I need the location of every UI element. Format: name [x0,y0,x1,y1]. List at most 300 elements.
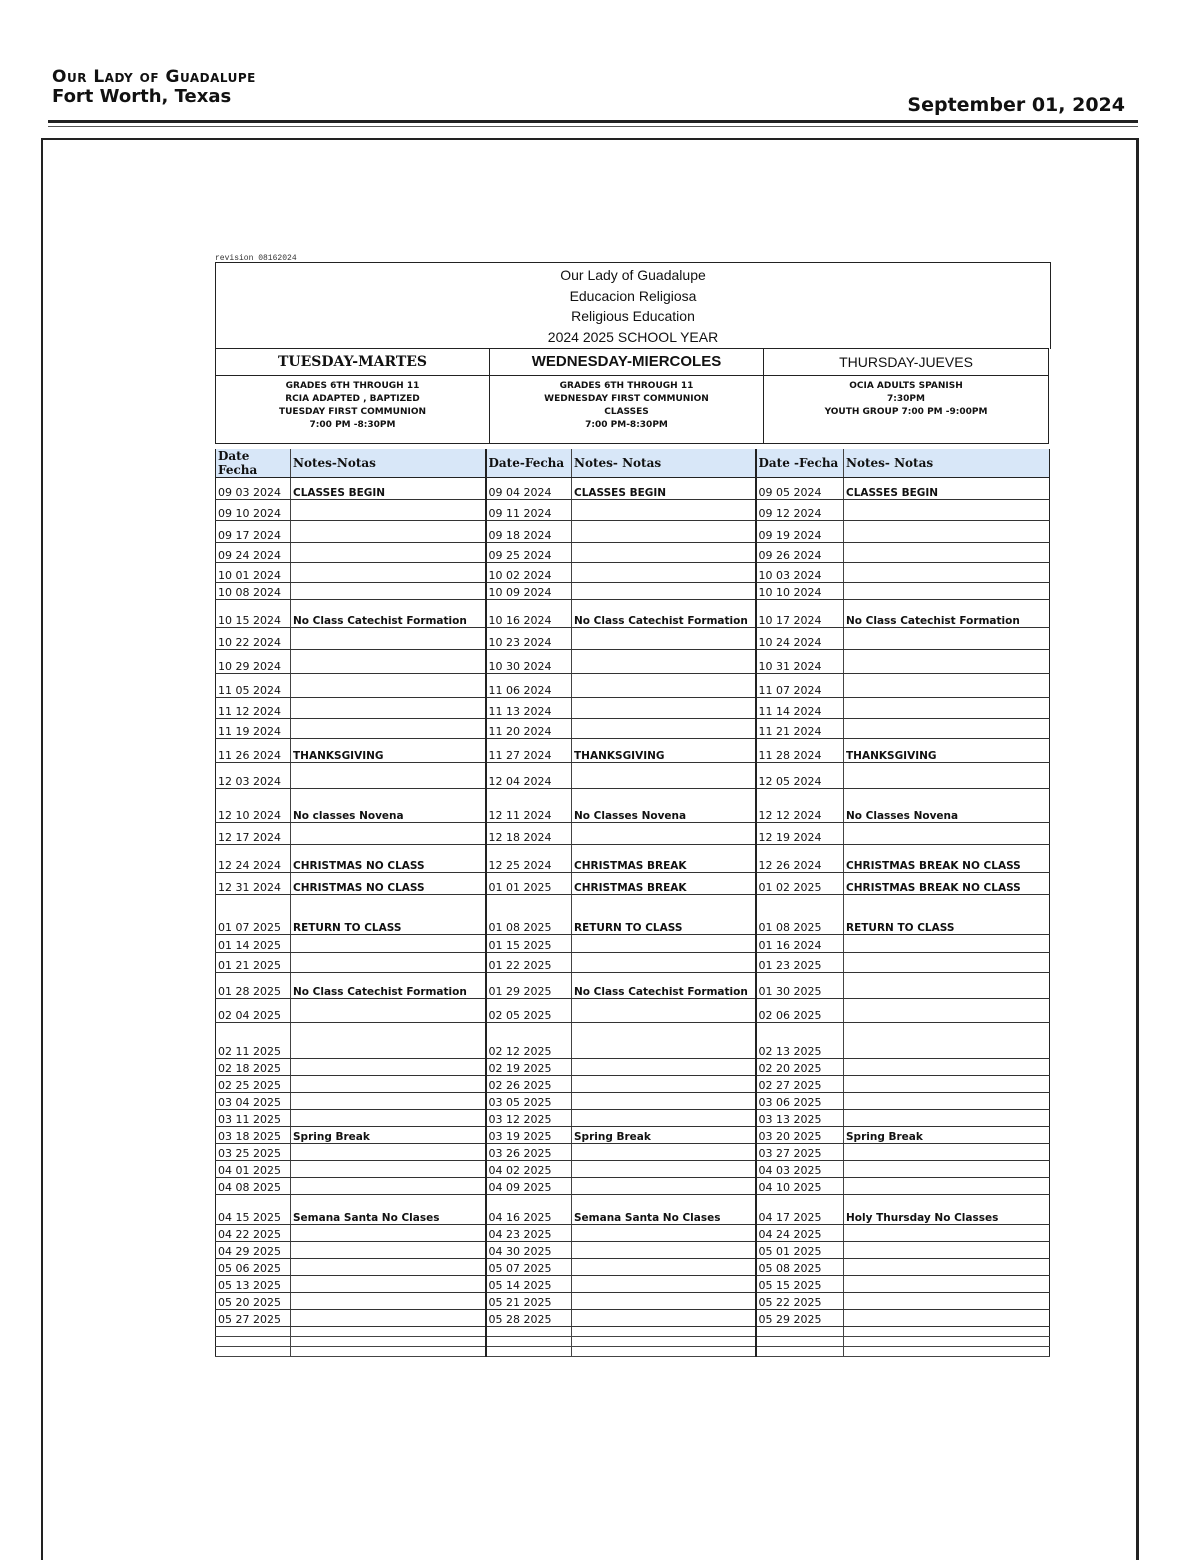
title-line: Religious Education [571,308,695,324]
note-cell: THANKSGIVING [291,739,486,763]
date-cell: 03 11 2025 [216,1110,291,1127]
table-header-row [216,449,1050,478]
note-cell [291,935,486,953]
note-cell [291,1259,486,1276]
date-cell: 02 18 2025 [216,1059,291,1076]
note-cell [572,1276,756,1293]
date-cell: 04 01 2025 [216,1161,291,1178]
note-cell: THANKSGIVING [844,739,1050,763]
info-line: CLASSES [604,407,649,417]
date-cell: 09 26 2024 [756,543,844,563]
date-cell: 05 15 2025 [756,1276,844,1293]
note-cell [844,583,1050,600]
note-cell [291,1161,486,1178]
date-cell: 03 20 2025 [756,1127,844,1144]
date-cell: 03 05 2025 [486,1093,572,1110]
date-cell: 10 15 2024 [216,600,291,628]
table-row [216,999,1050,1023]
table-row [216,563,1050,583]
note-cell [844,500,1050,521]
note-cell: No Class Catechist Formation [844,600,1050,628]
blank-cell [572,1337,756,1347]
table-row [216,973,1050,999]
date-cell: 01 16 2024 [756,935,844,953]
date-cell: 04 16 2025 [486,1195,572,1225]
note-cell [844,1076,1050,1093]
info-line: GRADES 6TH THROUGH 11 [285,381,420,391]
date-cell: 02 25 2025 [216,1076,291,1093]
date-cell: 10 31 2024 [756,650,844,674]
note-cell [844,1259,1050,1276]
note-cell: CHRISTMAS BREAK NO CLASS [844,873,1050,895]
date-cell: 03 19 2025 [486,1127,572,1144]
note-cell [844,823,1050,845]
note-cell [844,1178,1050,1195]
note-cell: No classes Novena [291,789,486,823]
note-cell [572,650,756,674]
date-cell: 03 04 2025 [216,1093,291,1110]
header-rule [48,120,1138,123]
date-cell: 05 20 2025 [216,1293,291,1310]
date-cell: 05 14 2025 [486,1276,572,1293]
note-cell [291,1110,486,1127]
note-cell [844,563,1050,583]
date-cell: 11 19 2024 [216,719,291,739]
table-row [216,674,1050,698]
note-cell [572,1293,756,1310]
blank-cell [291,1347,486,1357]
date-cell: 01 28 2025 [216,973,291,999]
date-cell: 05 21 2025 [486,1293,572,1310]
church-name: Our Lady of Guadalupe [52,67,256,87]
date-cell: 04 23 2025 [486,1225,572,1242]
note-cell [291,1178,486,1195]
table-row [216,478,1050,500]
date-cell: 03 18 2025 [216,1127,291,1144]
date-cell: 04 17 2025 [756,1195,844,1225]
day-info [216,376,489,432]
col-header-date: Date Fecha [216,449,291,478]
note-cell [844,1161,1050,1178]
note-cell: No Class Catechist Formation [291,600,486,628]
note-cell [291,1093,486,1110]
date-cell: 05 27 2025 [216,1310,291,1327]
note-cell [572,935,756,953]
note-cell: CHRISTMAS BREAK [572,873,756,895]
note-cell [291,650,486,674]
date-cell: 03 06 2025 [756,1093,844,1110]
note-cell [291,583,486,600]
note-cell: THANKSGIVING [572,739,756,763]
date-cell: 01 15 2025 [486,935,572,953]
note-cell [572,823,756,845]
date-cell: 01 22 2025 [486,953,572,973]
note-cell [844,953,1050,973]
note-cell [844,719,1050,739]
note-cell: No Class Catechist Formation [572,973,756,999]
note-cell [572,763,756,789]
note-cell [572,698,756,719]
note-cell [291,1225,486,1242]
note-cell [572,563,756,583]
date-cell: 12 10 2024 [216,789,291,823]
table-row [216,1161,1050,1178]
table-row [216,1276,1050,1293]
table-row [216,763,1050,789]
note-cell [572,1161,756,1178]
note-cell [291,1144,486,1161]
date-cell: 01 07 2025 [216,895,291,935]
table-row [216,521,1050,543]
blank-cell [756,1347,844,1357]
note-cell [572,999,756,1023]
note-cell [844,1242,1050,1259]
date-cell: 03 12 2025 [486,1110,572,1127]
note-cell: CHRISTMAS BREAK NO CLASS [844,845,1050,873]
date-cell: 12 11 2024 [486,789,572,823]
table-row [216,1225,1050,1242]
date-cell: 02 19 2025 [486,1059,572,1076]
note-cell: No Class Catechist Formation [291,973,486,999]
blank-cell [572,1327,756,1337]
note-cell [291,1076,486,1093]
date-cell: 12 05 2024 [756,763,844,789]
date-cell: 10 23 2024 [486,628,572,650]
date-cell: 01 01 2025 [486,873,572,895]
date-cell: 04 10 2025 [756,1178,844,1195]
info-line: GRADES 6TH THROUGH 11 [559,381,694,391]
date-cell: 12 18 2024 [486,823,572,845]
date-cell: 04 03 2025 [756,1161,844,1178]
church-city: Fort Worth, Texas [52,86,232,107]
date-cell: 03 25 2025 [216,1144,291,1161]
note-cell [844,763,1050,789]
date-cell: 04 15 2025 [216,1195,291,1225]
table-row [216,500,1050,521]
date-cell: 02 20 2025 [756,1059,844,1076]
col-header-notes: Notes- Notas [844,449,1050,478]
note-cell [291,698,486,719]
date-cell: 02 11 2025 [216,1023,291,1059]
date-cell: 02 27 2025 [756,1076,844,1093]
date-cell: 10 17 2024 [756,600,844,628]
note-cell: RETURN TO CLASS [291,895,486,935]
col-header-notes: Notes-Notas [291,449,486,478]
schedule-table [215,449,1050,1357]
note-cell [291,500,486,521]
note-cell [572,674,756,698]
schedule-sheet [211,252,1049,1434]
date-cell: 10 29 2024 [216,650,291,674]
table-row [216,789,1050,823]
date-cell: 02 13 2025 [756,1023,844,1059]
info-line: TUESDAY FIRST COMMUNION [278,407,427,417]
note-cell [291,521,486,543]
title-line: 2024 2025 SCHOOL YEAR [547,328,719,345]
date-cell: 01 30 2025 [756,973,844,999]
note-cell [844,628,1050,650]
table-row [216,1293,1050,1310]
table-row [216,1178,1050,1195]
note-cell [844,698,1050,719]
note-cell [844,1059,1050,1076]
table-row [216,583,1050,600]
note-cell [291,1023,486,1059]
table-row [216,845,1050,873]
blank-cell [844,1337,1050,1347]
blank-cell [486,1327,572,1337]
note-cell [572,719,756,739]
table-row [216,935,1050,953]
note-cell [844,1225,1050,1242]
note-cell [291,823,486,845]
col-header-date: Date-Fecha [486,449,572,478]
header-rule-thin [48,126,1138,127]
day-thursday [764,349,1048,443]
date-cell: 03 26 2025 [486,1144,572,1161]
table-row [216,1127,1050,1144]
date-cell: 09 04 2024 [486,478,572,500]
note-cell: No Classes Novena [572,789,756,823]
date-cell: 05 29 2025 [756,1310,844,1327]
date-cell: 10 03 2024 [756,563,844,583]
date-cell: 05 22 2025 [756,1293,844,1310]
date-cell: 11 06 2024 [486,674,572,698]
note-cell: CLASSES BEGIN [844,478,1050,500]
note-cell: Semana Santa No Clases [572,1195,756,1225]
table-row [216,543,1050,563]
note-cell: Semana Santa No Clases [291,1195,486,1225]
page-header [52,68,256,108]
note-cell [291,999,486,1023]
note-cell [291,953,486,973]
note-cell [291,543,486,563]
note-cell [572,583,756,600]
date-cell: 04 29 2025 [216,1242,291,1259]
table-row [216,873,1050,895]
date-cell: 05 01 2025 [756,1242,844,1259]
note-cell: Spring Break [572,1127,756,1144]
blank-cell [216,1347,291,1357]
date-cell: 11 20 2024 [486,719,572,739]
note-cell: Spring Break [844,1127,1050,1144]
note-cell: CHRISTMAS NO CLASS [291,845,486,873]
date-cell: 09 10 2024 [216,500,291,521]
note-cell [572,1242,756,1259]
note-cell [572,500,756,521]
table-row [216,739,1050,763]
note-cell [572,1076,756,1093]
date-cell: 12 24 2024 [216,845,291,873]
date-cell: 01 02 2025 [756,873,844,895]
date-cell: 02 04 2025 [216,999,291,1023]
note-cell: Holy Thursday No Classes [844,1195,1050,1225]
date-cell: 04 02 2025 [486,1161,572,1178]
note-cell [572,1110,756,1127]
blank-cell [756,1337,844,1347]
table-body [216,478,1050,1357]
note-cell [291,628,486,650]
info-line: 7:00 PM-8:30PM [585,420,668,430]
date-cell: 09 19 2024 [756,521,844,543]
title-line: Educacion Religiosa [569,287,697,304]
date-cell: 11 26 2024 [216,739,291,763]
table-row [216,1110,1050,1127]
blank-cell [844,1327,1050,1337]
note-cell [291,674,486,698]
note-cell [291,1310,486,1327]
table-row [216,823,1050,845]
date-cell: 04 30 2025 [486,1242,572,1259]
date-cell: 12 19 2024 [756,823,844,845]
revision-note: revision 08162024 [215,254,297,263]
table-row [216,1059,1050,1076]
note-cell [291,563,486,583]
date-cell: 11 14 2024 [756,698,844,719]
date-cell: 09 17 2024 [216,521,291,543]
table-row [216,1076,1050,1093]
date-cell: 02 12 2025 [486,1023,572,1059]
col-header-notes: Notes- Notas [572,449,756,478]
note-cell [844,674,1050,698]
info-line: YOUTH GROUP 7:00 PM -9:00PM [824,407,988,417]
note-cell [844,1144,1050,1161]
note-cell: CHRISTMAS NO CLASS [291,873,486,895]
info-line: RCIA ADAPTED , BAPTIZED [285,394,420,404]
date-cell: 10 24 2024 [756,628,844,650]
date-cell: 09 25 2024 [486,543,572,563]
date-cell: 01 08 2025 [486,895,572,935]
blank-cell [291,1337,486,1347]
date-cell: 12 25 2024 [486,845,572,873]
note-cell: No Class Catechist Formation [572,600,756,628]
table-row [216,650,1050,674]
date-cell: 01 14 2025 [216,935,291,953]
date-cell: 01 29 2025 [486,973,572,999]
note-cell [291,719,486,739]
date-cell: 09 18 2024 [486,521,572,543]
date-cell: 04 09 2025 [486,1178,572,1195]
note-cell [572,1310,756,1327]
date-cell: 02 06 2025 [756,999,844,1023]
note-cell [572,1059,756,1076]
date-cell: 10 16 2024 [486,600,572,628]
note-cell [572,1144,756,1161]
date-cell: 02 05 2025 [486,999,572,1023]
date-cell: 05 13 2025 [216,1276,291,1293]
date-cell: 05 07 2025 [486,1259,572,1276]
date-cell: 10 30 2024 [486,650,572,674]
date-cell: 12 03 2024 [216,763,291,789]
date-cell: 10 10 2024 [756,583,844,600]
date-cell: 01 08 2025 [756,895,844,935]
table-row [216,1144,1050,1161]
date-cell: 04 08 2025 [216,1178,291,1195]
note-cell [844,1276,1050,1293]
note-cell: RETURN TO CLASS [844,895,1050,935]
date-cell: 11 28 2024 [756,739,844,763]
date-cell: 04 22 2025 [216,1225,291,1242]
day-name: WEDNESDAY-MIERCOLES [490,349,763,376]
table-row [216,719,1050,739]
day-headers [215,348,1049,444]
note-cell [844,1023,1050,1059]
date-cell: 12 04 2024 [486,763,572,789]
blank-cell [291,1327,486,1337]
schedule-title-box [215,262,1051,349]
note-cell [572,1259,756,1276]
date-cell: 05 28 2025 [486,1310,572,1327]
info-line: OCIA ADULTS SPANISH [849,381,963,391]
date-cell: 12 17 2024 [216,823,291,845]
note-cell [844,521,1050,543]
note-cell [572,543,756,563]
note-cell [844,1110,1050,1127]
note-cell: CLASSES BEGIN [572,478,756,500]
blank-cell [844,1347,1050,1357]
info-line: 7:00 PM -8:30PM [309,420,396,430]
date-cell: 12 31 2024 [216,873,291,895]
date-cell: 10 08 2024 [216,583,291,600]
table-row [216,1195,1050,1225]
date-cell: 12 12 2024 [756,789,844,823]
date-cell: 11 13 2024 [486,698,572,719]
date-cell: 09 12 2024 [756,500,844,521]
title-line: Our Lady of Guadalupe [560,267,706,283]
note-cell: RETURN TO CLASS [572,895,756,935]
table-row [216,1259,1050,1276]
note-cell [291,763,486,789]
date-cell: 09 03 2024 [216,478,291,500]
date-cell: 05 06 2025 [216,1259,291,1276]
table-row [216,953,1050,973]
date-cell: 01 21 2025 [216,953,291,973]
table-row [216,600,1050,628]
table-row [216,698,1050,719]
table-row [216,1093,1050,1110]
blank-row [216,1347,1050,1357]
note-cell: CHRISTMAS BREAK [572,845,756,873]
note-cell: CLASSES BEGIN [291,478,486,500]
col-header-date: Date -Fecha [756,449,844,478]
blank-cell [756,1327,844,1337]
note-cell [844,1093,1050,1110]
date-cell: 10 22 2024 [216,628,291,650]
date-cell: 03 13 2025 [756,1110,844,1127]
note-cell [844,650,1050,674]
day-name: THURSDAY-JUEVES [764,349,1048,376]
note-cell [291,1276,486,1293]
date-cell: 04 24 2025 [756,1225,844,1242]
day-info [490,376,763,432]
note-cell [844,1310,1050,1327]
date-cell: 11 12 2024 [216,698,291,719]
table-row [216,1023,1050,1059]
note-cell [572,953,756,973]
date-cell: 11 07 2024 [756,674,844,698]
note-cell [572,1023,756,1059]
note-cell [844,973,1050,999]
note-cell [844,999,1050,1023]
day-info [764,376,1048,419]
note-cell [572,1093,756,1110]
date-cell: 05 08 2025 [756,1259,844,1276]
table-row [216,895,1050,935]
note-cell [844,935,1050,953]
blank-cell [486,1337,572,1347]
note-cell: No Classes Novena [844,789,1050,823]
info-line: 7:30PM [887,394,925,404]
